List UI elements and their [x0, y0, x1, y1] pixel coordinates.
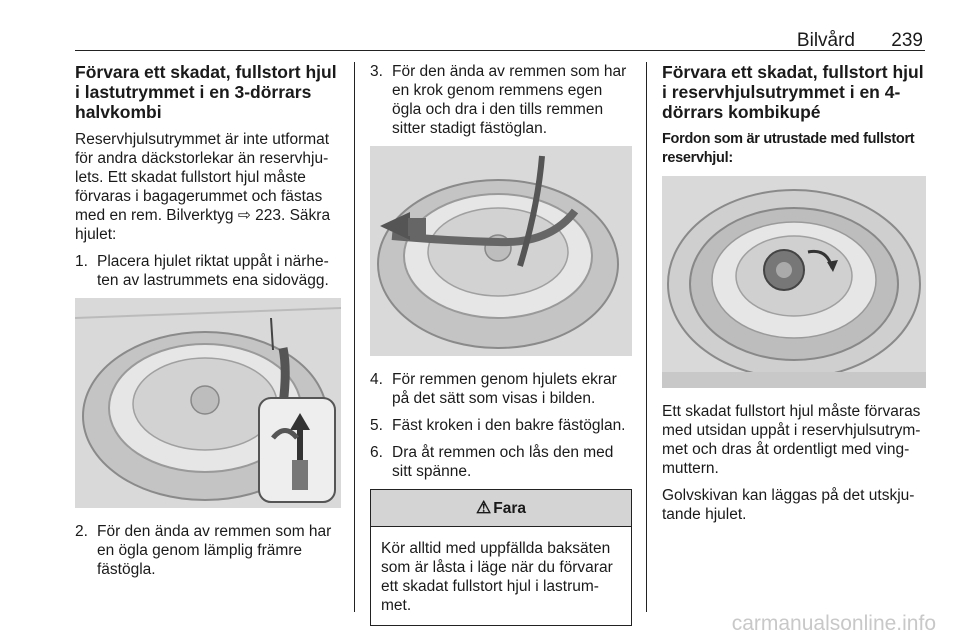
section-heading: Förvara ett skadat, fullstort hjul i reservhjulsutrymmet i en 4-dörrars kombikupé	[662, 62, 924, 122]
warning-header	[371, 490, 631, 527]
steps-list	[75, 522, 341, 579]
paragraph: Ett skadat fullstort hjul måste förvaras med utsidan uppåt i reservhjulsutrym-met och dras åt ordentligt med ving-muttern.	[662, 403, 921, 477]
intro-paragraph: Reservhjulsutrymmet är inte utformat för andra däckstorlekar än reservhju-lets. Ett skadat fullstort hjul måste förvaras i bagagerummet och fästas med en rem. Bilverktyg ⇨ 223. Säkra hjulet:	[75, 131, 331, 243]
bold-paragraph: Fordon som är utrustade med fullstort reservhjul:	[662, 131, 915, 166]
page-number: 239	[891, 30, 923, 51]
section-heading: Förvara ett skadat, fullstort hjul i lastutrymmet i en 3-dörrars halvkombi	[75, 62, 337, 122]
watermark: carmanualsonline.info	[731, 612, 936, 635]
page-header	[75, 22, 925, 51]
column-2	[370, 62, 632, 626]
list-item: 4. För remmen genom hjulets ekrar på det sätt som visas i bilden.	[370, 371, 617, 407]
steps-list	[370, 62, 632, 138]
section-title: Bilvård	[796, 30, 855, 51]
steps-list	[75, 252, 341, 290]
warning-title: Fara	[493, 500, 526, 517]
column-1	[75, 62, 341, 587]
column-3	[662, 62, 926, 532]
warning-text: Kör alltid med uppfällda baksäten som är låsta i läge när du förvarar ett skadat fullstort hjul i lastrum-met.	[381, 540, 613, 614]
list-item: 6. Dra åt remmen och lås den med sitt spänne.	[370, 444, 614, 480]
danger-warning-box	[370, 489, 632, 626]
wheel-trunk-illustration-2	[370, 146, 632, 356]
list-item: 1. Placera hjulet riktat uppåt i närhe-ten av lastrummets ena sidovägg.	[75, 253, 329, 289]
list-item: 2. För den ända av remmen som har en ögla genom lämplig främre fästögla.	[75, 523, 332, 578]
list-item: 5. Fäst kroken i den bakre fästöglan.	[370, 417, 626, 434]
wheel-trunk-illustration-1	[75, 298, 341, 508]
paragraph: Golvskivan kan läggas på det utskju-tande hjulet.	[662, 487, 915, 523]
column-divider	[354, 62, 355, 612]
column-divider	[646, 62, 647, 612]
page-reference-icon[interactable]: ⇨	[237, 207, 251, 224]
warning-triangle-icon: ⚠	[476, 498, 492, 517]
steps-list	[370, 370, 632, 481]
spare-wheel-well-illustration	[662, 176, 926, 388]
list-item: 3. För den ända av remmen som har en krok genom remmens egen ögla och dra i den tills remmen sitter stadigt fästöglan.	[370, 63, 627, 137]
